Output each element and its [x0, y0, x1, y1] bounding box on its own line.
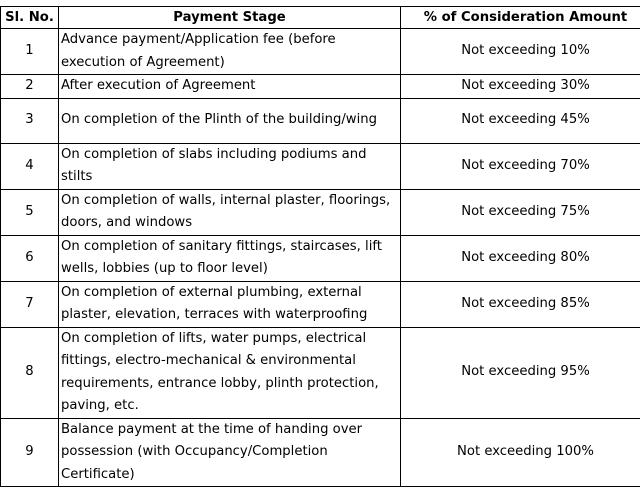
- table-row: [1, 143, 640, 189]
- row-sl-no: 8: [1, 327, 59, 418]
- payment-schedule-table: [0, 6, 640, 487]
- row-consideration-amount: Not exceeding 70%: [401, 143, 640, 189]
- row-payment-stage: Balance payment at the time of handing over possession (with Occupancy/Completion Certificate): [59, 418, 401, 487]
- row-sl-no: 4: [1, 143, 59, 189]
- table-row: [1, 327, 640, 418]
- table-row: [1, 189, 640, 235]
- row-sl-no: 6: [1, 235, 59, 281]
- row-consideration-amount: Not exceeding 100%: [401, 418, 640, 487]
- row-sl-no: 2: [1, 75, 59, 99]
- row-consideration-amount: Not exceeding 75%: [401, 189, 640, 235]
- row-payment-stage: On completion of walls, internal plaster, floorings, doors, and windows: [59, 189, 401, 235]
- row-payment-stage: On completion of sanitary fittings, staircases, lift wells, lobbies (up to floor level): [59, 235, 401, 281]
- header-sl-no: Sl. No.: [1, 7, 59, 29]
- table-row: [1, 281, 640, 327]
- table-row: [1, 29, 640, 75]
- row-sl-no: 7: [1, 281, 59, 327]
- row-consideration-amount: Not exceeding 45%: [401, 98, 640, 143]
- row-payment-stage: On completion of external plumbing, external plaster, elevation, terraces with waterproofing: [59, 281, 401, 327]
- row-consideration-amount: Not exceeding 95%: [401, 327, 640, 418]
- row-consideration-amount: Not exceeding 10%: [401, 29, 640, 75]
- header-consideration-amount: % of Consideration Amount: [401, 7, 640, 29]
- table-row: [1, 418, 640, 487]
- row-consideration-amount: Not exceeding 85%: [401, 281, 640, 327]
- table-row: [1, 98, 640, 143]
- row-consideration-amount: Not exceeding 80%: [401, 235, 640, 281]
- row-sl-no: 3: [1, 98, 59, 143]
- table-row: [1, 75, 640, 99]
- header-row: [1, 7, 640, 29]
- row-sl-no: 1: [1, 29, 59, 75]
- row-sl-no: 9: [1, 418, 59, 487]
- row-consideration-amount: Not exceeding 30%: [401, 75, 640, 99]
- row-payment-stage: Advance payment/Application fee (before execution of Agreement): [59, 29, 401, 75]
- row-payment-stage: On completion of slabs including podiums and stilts: [59, 143, 401, 189]
- row-payment-stage: On completion of lifts, water pumps, electrical fittings, electro-mechanical & environmental requirements, entrance lobby, plinth protection, paving, etc.: [59, 327, 401, 418]
- table-row: [1, 235, 640, 281]
- row-sl-no: 5: [1, 189, 59, 235]
- row-payment-stage: On completion of the Plinth of the building/wing: [59, 98, 401, 143]
- row-payment-stage: After execution of Agreement: [59, 75, 401, 99]
- header-payment-stage: Payment Stage: [59, 7, 401, 29]
